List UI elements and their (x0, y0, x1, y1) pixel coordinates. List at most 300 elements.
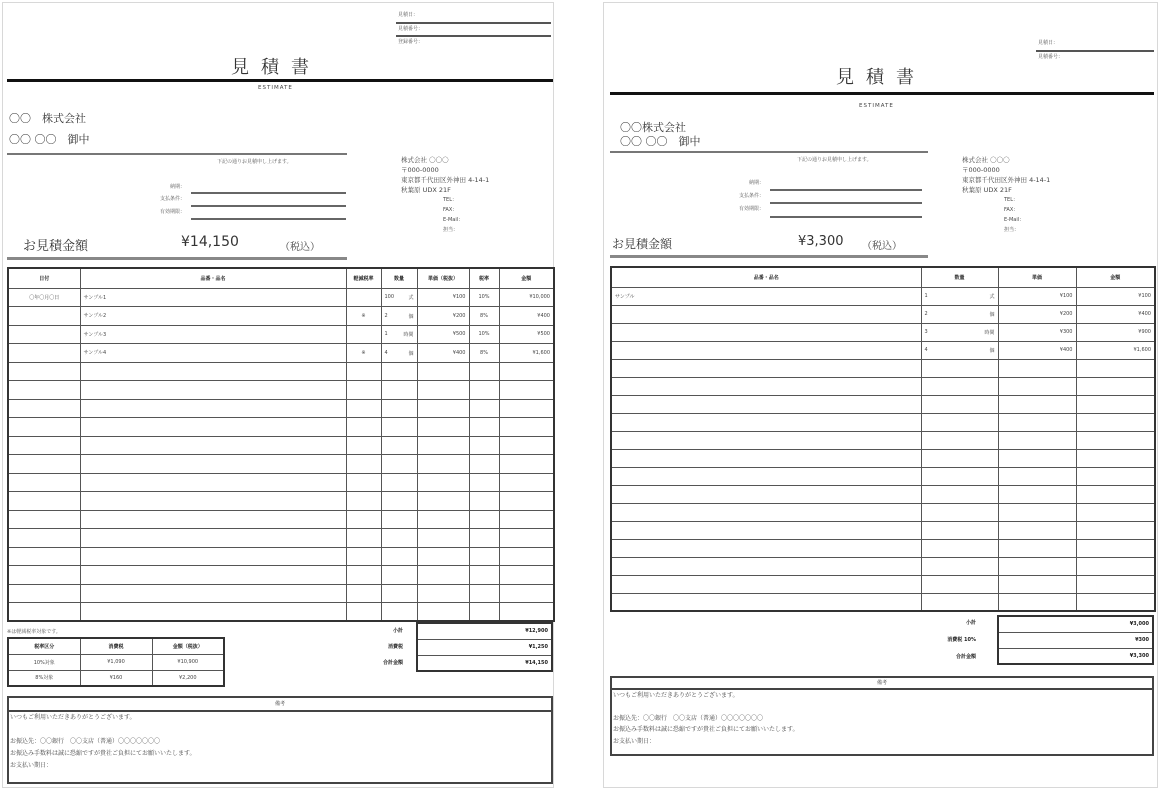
amount-rule (610, 255, 928, 258)
meta-rule (396, 22, 551, 24)
col-unit-price: 単価（税抜） (417, 268, 469, 288)
tax-rate-cell[interactable]: 10% (469, 325, 499, 344)
unit-price-cell[interactable] (998, 539, 1076, 557)
table-row-empty (611, 467, 1155, 485)
delivery-label: 納期： (748, 180, 764, 186)
tax-rate-cell[interactable]: 8% (469, 344, 499, 363)
unit-price-cell[interactable] (998, 485, 1076, 503)
tax-rate-cell[interactable] (469, 603, 499, 622)
date-cell[interactable] (8, 473, 80, 492)
unit-price-cell[interactable]: ¥100 (417, 288, 469, 307)
quantity-cell[interactable] (381, 473, 417, 492)
notes-box (610, 676, 1154, 756)
amount-cell[interactable] (1076, 377, 1155, 395)
amount-cell[interactable] (1076, 593, 1155, 611)
reduced-tax-cell[interactable] (346, 381, 381, 400)
delivery-label: 納期： (169, 184, 185, 190)
item-name-cell[interactable]: サンプル (611, 287, 921, 305)
amount-cell[interactable] (1076, 449, 1155, 467)
date-cell[interactable] (8, 603, 80, 622)
tax-rate-cell[interactable] (469, 362, 499, 381)
tax-value: ¥1,250 (417, 639, 552, 655)
table-row-empty (8, 566, 554, 585)
amount-cell[interactable] (1076, 575, 1155, 593)
item-name-cell[interactable] (611, 359, 921, 377)
unit-price-cell[interactable] (417, 492, 469, 511)
date-cell[interactable] (8, 566, 80, 585)
item-name-cell[interactable] (80, 455, 346, 474)
tax-rate-cell[interactable] (469, 418, 499, 437)
table-row-empty (611, 575, 1155, 593)
date-cell[interactable] (8, 510, 80, 529)
amount-cell[interactable] (1076, 413, 1155, 431)
item-name-cell[interactable] (611, 539, 921, 557)
amount-cell[interactable] (499, 547, 554, 566)
quantity-value: 1 (384, 331, 388, 338)
amount-cell[interactable] (499, 399, 554, 418)
item-name-cell[interactable] (80, 547, 346, 566)
amount-cell[interactable] (1076, 395, 1155, 413)
table-row-empty (8, 436, 554, 455)
notes-header: 備考 (9, 698, 551, 712)
quantity-cell[interactable] (381, 455, 417, 474)
amount-cell[interactable]: ¥400 (499, 307, 554, 326)
quantity-cell[interactable] (381, 529, 417, 548)
sender-company: 株式会社 〇〇〇 (962, 156, 1010, 164)
quantity-cell[interactable] (381, 436, 417, 455)
unit-price-cell[interactable]: ¥400 (998, 341, 1076, 359)
amount-cell[interactable] (499, 584, 554, 603)
tax-rate-cell[interactable] (469, 566, 499, 585)
date-cell[interactable] (8, 584, 80, 603)
reduced-tax-cell[interactable]: ※ (346, 344, 381, 363)
notes-box (7, 696, 553, 784)
unit-price-cell[interactable] (998, 377, 1076, 395)
unit-price-cell[interactable] (998, 467, 1076, 485)
notes-header: 備考 (612, 678, 1152, 690)
date-cell[interactable] (8, 418, 80, 437)
item-name-cell[interactable] (611, 575, 921, 593)
table-row-empty (8, 418, 554, 437)
unit-price-cell[interactable]: ¥200 (417, 307, 469, 326)
quantity-cell[interactable] (921, 413, 998, 431)
col-reduced-tax: 軽減税率 (346, 268, 381, 288)
item-name-cell[interactable] (611, 503, 921, 521)
amount-cell[interactable] (1076, 557, 1155, 575)
quantity-cell[interactable] (921, 593, 998, 611)
table-row-empty (611, 359, 1155, 377)
reduced-tax-cell[interactable] (346, 362, 381, 381)
unit-price-cell[interactable] (417, 418, 469, 437)
reduced-tax-cell[interactable] (346, 492, 381, 511)
unit-price-cell[interactable]: ¥300 (998, 323, 1076, 341)
item-name-cell[interactable] (80, 492, 346, 511)
amount-cell[interactable] (499, 510, 554, 529)
reduced-tax-cell[interactable] (346, 473, 381, 492)
client-rule (610, 151, 928, 153)
quantity-cell[interactable] (381, 362, 417, 381)
reduced-tax-cell[interactable] (346, 418, 381, 437)
item-name-cell[interactable] (80, 529, 346, 548)
reduced-tax-cell[interactable] (346, 436, 381, 455)
document-title: 見積書 (231, 57, 321, 78)
tax-rate-cell[interactable]: 10% (469, 288, 499, 307)
amount-cell[interactable] (499, 455, 554, 474)
table-row-empty (611, 413, 1155, 431)
unit-price-cell[interactable] (417, 510, 469, 529)
unit-price-cell[interactable] (417, 584, 469, 603)
table-row-empty (8, 473, 554, 492)
col-item-name: 品番・品名 (611, 267, 921, 287)
amount-cell[interactable]: ¥10,000 (499, 288, 554, 307)
quantity-value: 100 (384, 294, 395, 301)
unit-price-cell[interactable] (417, 603, 469, 622)
quantity-cell[interactable] (921, 287, 998, 305)
expiry-field[interactable] (770, 216, 922, 218)
payment-terms-field[interactable] (191, 205, 346, 207)
quantity-cell[interactable] (921, 323, 998, 341)
item-name-cell[interactable] (611, 395, 921, 413)
amount-cell[interactable]: ¥1,600 (1076, 341, 1155, 359)
client-rule (7, 153, 347, 155)
quantity-cell[interactable] (921, 557, 998, 575)
col-unit-price: 単価 (998, 267, 1076, 287)
date-cell[interactable] (8, 344, 80, 363)
title-rule (7, 79, 553, 82)
unit-price-cell[interactable] (417, 547, 469, 566)
reduced-tax-cell[interactable] (346, 288, 381, 307)
tax-rate-cell[interactable] (469, 584, 499, 603)
reduced-tax-cell[interactable] (346, 455, 381, 474)
unit-price-cell[interactable] (998, 395, 1076, 413)
expiry-field[interactable] (191, 218, 346, 220)
col-item-name: 品番・品名 (80, 268, 346, 288)
table-row-empty (611, 431, 1155, 449)
item-name-cell[interactable] (611, 485, 921, 503)
item-name-cell[interactable] (611, 341, 921, 359)
item-name-cell[interactable] (611, 413, 921, 431)
unit-price-cell[interactable] (998, 359, 1076, 377)
client-company: 〇〇株式会社 (620, 121, 686, 134)
unit-price-cell[interactable] (417, 381, 469, 400)
reduced-tax-cell[interactable] (346, 399, 381, 418)
quantity-cell[interactable] (921, 575, 998, 593)
amount-cell[interactable] (499, 436, 554, 455)
unit-price-cell[interactable] (998, 431, 1076, 449)
unit-value: 時間 (984, 330, 995, 336)
quantity-cell[interactable] (381, 418, 417, 437)
total-value: ¥14,150 (417, 655, 552, 671)
quantity-cell[interactable] (381, 566, 417, 585)
quantity-cell[interactable] (381, 492, 417, 511)
unit-price-cell[interactable] (998, 593, 1076, 611)
item-name-cell[interactable]: サンプル1 (80, 288, 346, 307)
expiry-label: 有効期限： (159, 209, 185, 215)
amount-cell[interactable] (1076, 431, 1155, 449)
table-row-empty (611, 557, 1155, 575)
client-person: 〇〇 〇〇 御中 (9, 133, 90, 146)
quantity-cell[interactable] (381, 510, 417, 529)
tax-rate-cell[interactable] (469, 473, 499, 492)
item-name-cell[interactable] (611, 377, 921, 395)
amount-rule (7, 257, 347, 260)
item-name-cell[interactable] (80, 510, 346, 529)
quantity-cell[interactable] (921, 377, 998, 395)
payment-terms-label: 支払条件： (738, 193, 764, 199)
amount-cell[interactable] (499, 603, 554, 622)
total-label: 合計金額 (955, 654, 976, 660)
table-row-empty (611, 449, 1155, 467)
item-name-cell[interactable] (80, 473, 346, 492)
sender-tel: TEL： (443, 197, 457, 203)
item-name-cell[interactable] (611, 521, 921, 539)
date-cell[interactable]: 〇年〇月〇日 (8, 288, 80, 307)
date-cell[interactable] (8, 362, 80, 381)
col-quantity: 数量 (921, 267, 998, 287)
sender-address2: 秋葉原 UDX 21F (401, 186, 451, 194)
table-row-empty (8, 362, 554, 381)
unit-price-cell[interactable] (417, 473, 469, 492)
amount-cell[interactable] (499, 492, 554, 511)
quantity-cell[interactable] (921, 485, 998, 503)
table-header-row (611, 267, 1155, 287)
quantity-cell[interactable] (921, 359, 998, 377)
date-cell[interactable] (8, 436, 80, 455)
notes-line: お振込み手数料は誠に恐縮ですが貴社ご負担にてお願いいたします。 (10, 750, 196, 757)
table-row-empty (8, 529, 554, 548)
quantity-cell[interactable] (381, 344, 417, 363)
sender-contact: 担当： (443, 227, 459, 233)
unit-price-cell[interactable] (417, 455, 469, 474)
quantity-value: 4 (384, 349, 388, 356)
client-person: 〇〇 〇〇 御中 (620, 135, 701, 148)
unit-price-cell[interactable] (998, 575, 1076, 593)
payment-terms-field[interactable] (770, 202, 922, 204)
quantity-cell[interactable] (381, 325, 417, 344)
quantity-cell[interactable] (381, 307, 417, 326)
reduced-tax-cell[interactable] (346, 510, 381, 529)
estimate-date-label: 見積日： (398, 12, 419, 18)
subtotal-value: ¥12,900 (417, 623, 552, 639)
amount-value: ¥2,200 (152, 670, 224, 686)
delivery-field[interactable] (770, 189, 922, 191)
tax-category: 10%対象 (8, 654, 80, 670)
item-name-cell[interactable]: サンプル3 (80, 325, 346, 344)
quantity-cell[interactable] (921, 521, 998, 539)
table-row-empty (8, 603, 554, 622)
quantity-cell[interactable] (381, 547, 417, 566)
item-name-cell[interactable] (80, 566, 346, 585)
unit-price-cell[interactable] (998, 413, 1076, 431)
date-cell[interactable] (8, 399, 80, 418)
reduced-tax-cell[interactable] (346, 547, 381, 566)
amount-cell[interactable] (499, 381, 554, 400)
unit-price-cell[interactable] (998, 557, 1076, 575)
item-name-cell[interactable] (611, 323, 921, 341)
col-quantity: 数量 (381, 268, 417, 288)
amount-cell[interactable] (1076, 467, 1155, 485)
item-name-cell[interactable] (611, 593, 921, 611)
tax-rate-cell[interactable] (469, 492, 499, 511)
table-row-empty (611, 503, 1155, 521)
table-row-empty (8, 455, 554, 474)
amount-cell[interactable] (499, 529, 554, 548)
amount-cell[interactable] (1076, 521, 1155, 539)
reduced-tax-note: ※は軽減税率対象です。 (7, 629, 61, 635)
amount-cell[interactable] (499, 566, 554, 585)
unit-value: 式 (408, 295, 414, 302)
estimate-amount-value: ¥14,150 (181, 234, 239, 250)
tax-rate-cell[interactable] (469, 455, 499, 474)
table-row-empty (611, 377, 1155, 395)
notes-line (613, 702, 1152, 713)
item-name-cell[interactable] (80, 603, 346, 622)
date-cell[interactable] (8, 547, 80, 566)
quantity-cell[interactable] (921, 395, 998, 413)
table-row-empty (8, 547, 554, 566)
reduced-tax-cell[interactable] (346, 603, 381, 622)
subtotal-value: ¥3,000 (998, 616, 1153, 632)
unit-price-cell[interactable] (417, 399, 469, 418)
date-cell[interactable] (8, 307, 80, 326)
unit-price-cell[interactable]: ¥400 (417, 344, 469, 363)
item-name-cell[interactable] (80, 436, 346, 455)
unit-price-cell[interactable] (998, 449, 1076, 467)
table-row-empty (8, 510, 554, 529)
item-name-cell[interactable] (611, 305, 921, 323)
quantity-cell[interactable] (381, 584, 417, 603)
unit-value: 個 (989, 348, 995, 354)
date-cell[interactable] (8, 455, 80, 474)
quantity-cell[interactable] (381, 603, 417, 622)
unit-price-cell[interactable] (417, 566, 469, 585)
item-name-cell[interactable] (80, 418, 346, 437)
unit-price-cell[interactable]: ¥200 (998, 305, 1076, 323)
unit-value: 時間 (403, 332, 414, 339)
client-company: 〇〇 株式会社 (9, 112, 86, 125)
amount-cell[interactable] (1076, 539, 1155, 557)
amount-cell[interactable] (1076, 503, 1155, 521)
table-row-empty (611, 485, 1155, 503)
quantity-cell[interactable] (921, 449, 998, 467)
total-label: 合計金額 (382, 660, 403, 666)
item-name-cell[interactable] (611, 467, 921, 485)
item-name-cell[interactable] (80, 362, 346, 381)
reduced-tax-cell[interactable] (346, 584, 381, 603)
amount-cell[interactable] (499, 362, 554, 381)
col-amount: 金額 (499, 268, 554, 288)
reduced-tax-cell[interactable] (346, 566, 381, 585)
tax-breakdown-header (8, 638, 224, 654)
quantity-cell[interactable] (921, 539, 998, 557)
summary-table (997, 615, 1154, 665)
item-name-cell[interactable] (611, 449, 921, 467)
item-name-cell[interactable] (80, 399, 346, 418)
item-name-cell[interactable] (80, 381, 346, 400)
quantity-cell[interactable] (921, 431, 998, 449)
amount-cell[interactable]: ¥1,600 (499, 344, 554, 363)
tax-included-label: （税込） (280, 242, 320, 253)
summary-table (416, 622, 553, 672)
tax-rate-cell[interactable] (469, 547, 499, 566)
sender-address1: 東京都千代田区外神田 4-14-1 (962, 176, 1051, 184)
amount-cell[interactable]: ¥100 (1076, 287, 1155, 305)
item-name-cell[interactable]: サンプル2 (80, 307, 346, 326)
amount-cell[interactable] (1076, 485, 1155, 503)
unit-price-cell[interactable]: ¥100 (998, 287, 1076, 305)
unit-price-cell[interactable] (998, 521, 1076, 539)
date-cell[interactable] (8, 529, 80, 548)
tax-rate-cell[interactable] (469, 399, 499, 418)
unit-price-cell[interactable]: ¥500 (417, 325, 469, 344)
notes-line: お支払い期日： (613, 737, 656, 745)
reduced-tax-cell[interactable]: ※ (346, 307, 381, 326)
date-cell[interactable] (8, 325, 80, 344)
table-row (8, 288, 554, 307)
unit-price-cell[interactable] (417, 436, 469, 455)
col-date: 日付 (8, 268, 80, 288)
sender-email: E-Mail： (1004, 217, 1025, 223)
reduced-tax-cell[interactable] (346, 325, 381, 344)
amount-cell[interactable]: ¥900 (1076, 323, 1155, 341)
date-cell[interactable] (8, 492, 80, 511)
unit-price-cell[interactable] (998, 503, 1076, 521)
quantity-cell[interactable] (921, 305, 998, 323)
date-cell[interactable] (8, 381, 80, 400)
quantity-cell[interactable] (921, 341, 998, 359)
table-row (611, 305, 1155, 323)
amount-cell[interactable]: ¥500 (499, 325, 554, 344)
item-name-cell[interactable] (611, 431, 921, 449)
tax-rate-cell[interactable] (469, 381, 499, 400)
tax-rate-cell[interactable] (469, 529, 499, 548)
quantity-cell[interactable] (381, 399, 417, 418)
line-items-table (7, 267, 555, 622)
amount-cell[interactable]: ¥400 (1076, 305, 1155, 323)
tax-rate-cell[interactable] (469, 436, 499, 455)
sender-contact: 担当： (1004, 227, 1020, 233)
quantity-cell[interactable] (921, 503, 998, 521)
reduced-tax-cell[interactable] (346, 529, 381, 548)
estimate-date-label: 見積日： (1038, 40, 1059, 46)
unit-price-cell[interactable] (417, 529, 469, 548)
estimate-amount-value: ¥3,300 (798, 234, 844, 249)
table-row (611, 341, 1155, 359)
quantity-cell[interactable] (381, 288, 417, 307)
quantity-cell[interactable] (381, 381, 417, 400)
item-name-cell[interactable] (80, 584, 346, 603)
delivery-field[interactable] (191, 192, 346, 194)
title-rule (610, 92, 1154, 95)
sender-email: E-Mail： (443, 217, 464, 223)
unit-value: 個 (989, 312, 995, 318)
sender-block (401, 155, 489, 235)
sender-fax: FAX： (443, 207, 458, 213)
amount-cell[interactable] (499, 473, 554, 492)
item-name-cell[interactable]: サンプル4 (80, 344, 346, 363)
item-name-cell[interactable] (611, 557, 921, 575)
quantity-cell[interactable] (921, 467, 998, 485)
amount-cell[interactable] (1076, 359, 1155, 377)
tax-rate-cell[interactable]: 8% (469, 307, 499, 326)
tax-rate-cell[interactable] (469, 510, 499, 529)
amount-cell[interactable] (499, 418, 554, 437)
quantity-value: 4 (924, 347, 928, 353)
quantity-value: 3 (924, 329, 928, 335)
table-row (8, 344, 554, 363)
unit-price-cell[interactable] (417, 362, 469, 381)
meta-rule (396, 35, 551, 37)
